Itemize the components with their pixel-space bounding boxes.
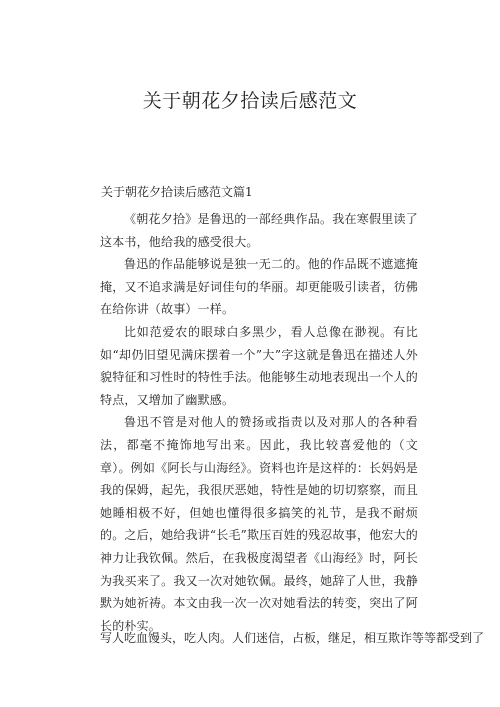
document-title: 关于朝花夕拾读后感范文 [142, 90, 358, 112]
paragraph: 《朝花夕拾》是鲁迅的一部经典作品。我在寒假里读了这本书，他给我的感受很大。 [100, 212, 418, 249]
section-heading: 关于朝花夕拾读后感范文篇1 [101, 185, 253, 199]
article-body [100, 208, 418, 637]
paragraph: 鲁迅不管是对他人的赞扬或指责以及对那人的各种看法，都毫不掩饰地写出来。因此，我比较喜爱他的（文章）。例如《阿长与山海经》。资料也许是这样的：长妈妈是我的保姆，起先，我很厌恶她，特性是她的切切察察，而且她睡相极不好，但她也懂得很多搞笑的礼节，是我不耐烦的。之后，她给我讲“长毛”欺压百姓的残忍故事，他宏大的神力让我钦佩。然后，在我极度渴望者《山海经》时，阿长为我买来了。我又一次对她钦佩。最终，她辞了人世，我静默为她祈祷。本文由我一次一次对她看法的转变，突出了阿长的朴实。 [100, 415, 418, 633]
paragraph-partial: 写人吃血馒头，吃人肉。人们迷信，占板，继足，相互欺诈等等都受到了 [100, 631, 485, 645]
paragraph: 鲁迅的作品能够说是独一无二的。他的作品既不遮遮掩掩，又不追求满是好词佳句的华丽。却更能吸引读者，彷佛在给你讲（故事）一样。 [100, 257, 418, 317]
paragraph: 比如范爱农的眼球白多黑少，看人总像在渺视。有比如“却仍旧望见满床摆着一个”大”字这就是鲁迅在描述人外貌特征和习性时的特性手法。他能够生动地表现出一个人的特点，又增加了幽默感。 [100, 324, 418, 407]
